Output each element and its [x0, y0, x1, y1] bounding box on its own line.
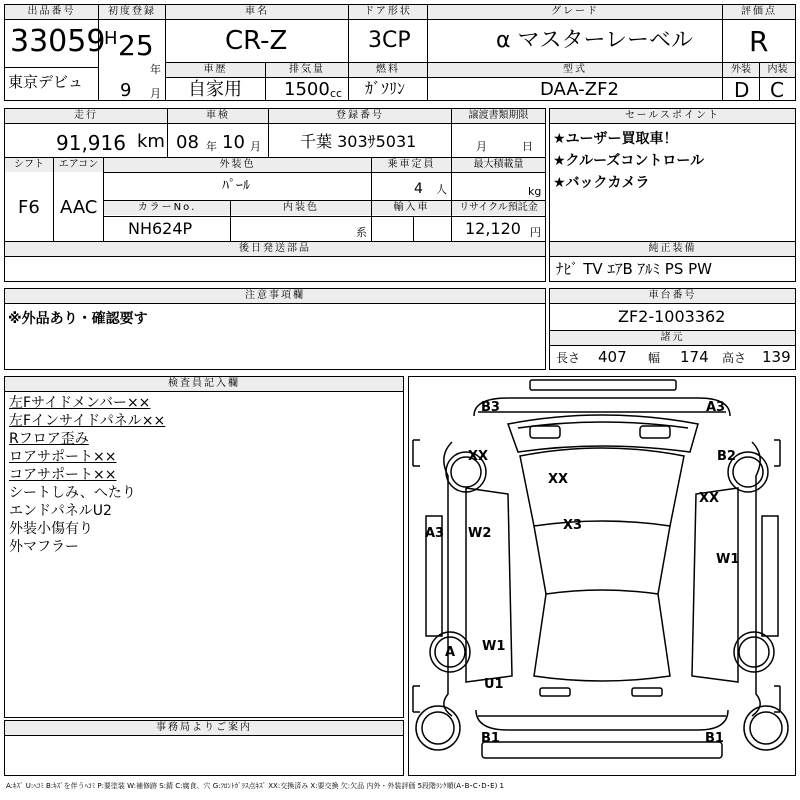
inspector-note: 外装小傷有り: [9, 521, 93, 537]
length-label: 長さ: [556, 351, 581, 365]
grade: α マスターレーベル: [496, 28, 694, 53]
car-name-header: 車名: [166, 5, 348, 19]
equipment: ﾅﾋﾞ TV ｴｱB ｱﾙﾐ PS PW: [556, 260, 712, 278]
plate-number: 千葉 303ｻ5031: [300, 132, 417, 151]
damage-label: XX: [468, 449, 489, 464]
inspection-year-unit: 年: [206, 140, 217, 153]
office-header: 事務局よりご案内: [5, 721, 403, 735]
int-color-suffix: 系: [356, 226, 367, 239]
reg-month: 9: [120, 80, 132, 101]
damage-label: W1: [482, 639, 506, 654]
car-name: CR-Z: [225, 26, 288, 56]
recycle-unit: 円: [530, 226, 541, 239]
damage-label: B1: [705, 731, 724, 746]
cc-unit: cc: [330, 87, 343, 100]
inspector-note: Rフロア歪み: [9, 431, 89, 447]
plate-header: 登録番号: [269, 109, 451, 123]
aircon: AAC: [60, 197, 98, 218]
door-header: ドア形状: [349, 5, 427, 19]
sales-points-header: セールスポイント: [550, 109, 795, 123]
color-no: NH624P: [128, 219, 193, 238]
int-color-header: 内装色: [231, 201, 371, 215]
exterior-score: D: [734, 78, 750, 102]
door-type: 3CP: [368, 28, 411, 53]
height-label: 高さ: [722, 351, 747, 365]
chassis-number: ZF2-1003362: [618, 307, 726, 326]
inspector-note: ロアサポート××: [9, 449, 117, 465]
damage-label: B2: [717, 449, 736, 464]
inspection-header: 車検: [168, 109, 268, 123]
car-outline-diagram: [408, 376, 796, 776]
damage-label: X3: [563, 518, 583, 533]
max-load-unit: kg: [528, 185, 542, 198]
damage-label: XX: [548, 472, 569, 487]
interior-score-header: 内装: [760, 63, 795, 77]
import-header: 輸入車: [372, 201, 451, 215]
capacity-unit: 人: [436, 183, 447, 196]
legend: A:ｷｽﾞ U:ﾍｺﾐ B:ｷｽﾞを伴うﾍｺﾐ P:要塗装 W:補修跡 S:錆 C:腐食、穴 G:ﾌﾛﾝﾄｶﾞﾗｽ点ｷｽﾞ XX:交換済み X:要交換 欠:欠品 内外・外装評価 5段階ﾗﾝｸ順(A･B･C･D･E) 1: [6, 782, 504, 790]
damage-label: A: [445, 645, 456, 660]
width-label: 幅: [648, 351, 661, 365]
inspection-month: 10: [222, 132, 245, 153]
ext-color: ﾊﾟｰﾙ: [222, 178, 250, 194]
damage-label: W2: [468, 526, 492, 541]
grade-header: グレード: [428, 5, 722, 19]
later-parts-header: 後日発送部品: [5, 242, 545, 256]
fuel: ｶﾞｿﾘﾝ: [365, 79, 406, 98]
exterior-score-header: 外装: [723, 63, 759, 77]
inspector-note: 外マフラー: [9, 539, 79, 555]
damage-label: U1: [484, 677, 504, 692]
lot-number: 33059: [10, 24, 106, 59]
ext-color-header: 外装色: [104, 158, 371, 172]
overall-score: R: [749, 25, 769, 58]
inspection-month-unit: 月: [250, 140, 261, 153]
displacement: 1500: [284, 79, 330, 100]
damage-label: XX: [699, 491, 720, 506]
max-load-header: 最大積載量: [452, 158, 545, 172]
year-unit: 年: [150, 63, 161, 76]
length: 407: [598, 348, 627, 366]
history-header: 車歴: [166, 63, 265, 77]
inspector-note: 左Fインサイドパネル××: [9, 413, 166, 429]
height: 139: [762, 348, 791, 366]
damage-label: A3: [425, 526, 445, 541]
dimensions-header: 諸元: [550, 331, 795, 345]
inspector-header: 検査員記入欄: [5, 377, 403, 391]
recycle-header: リサイクル預託金: [452, 201, 545, 215]
inspector-note: シートしみ、へたり: [9, 485, 136, 501]
score-header: 評価点: [723, 5, 795, 19]
inspector-note: 左Fサイドメンバー××: [9, 395, 151, 411]
mileage: 91,916: [56, 131, 126, 155]
mileage-header: 走行: [5, 109, 167, 123]
width: 174: [680, 348, 709, 366]
deadline-month: 月: [476, 140, 487, 153]
recycle-fee: 12,120: [465, 219, 521, 238]
damage-label: B1: [481, 731, 500, 746]
inspector-notes: [9, 394, 165, 556]
equipment-header: 純正装備: [550, 242, 795, 256]
notes-text: ※外品あり・確認要す: [8, 311, 148, 327]
capacity: 4: [414, 181, 423, 197]
interior-score: C: [770, 78, 784, 102]
transfer-deadline-header: 譲渡書類期限: [452, 109, 545, 123]
chassis-header: 車台番号: [550, 289, 795, 303]
sales-point-item: ★ユーザー買取車！: [553, 131, 678, 147]
era: H: [104, 28, 118, 49]
model-code-header: 型式: [428, 63, 722, 77]
color-no-header: カラーNo.: [104, 201, 230, 215]
displacement-header: 排気量: [266, 63, 348, 77]
notes-header: 注意事項欄: [5, 289, 545, 303]
deadline-day: 日: [522, 140, 533, 153]
reg-year: 25: [118, 29, 154, 62]
model-code: DAA-ZF2: [540, 79, 619, 100]
lot-no-header: 出品番号: [5, 5, 98, 19]
tokyo-debut-label: 東京デビュ: [8, 73, 84, 91]
damage-label: B3: [481, 400, 500, 415]
inspector-note: エンドパネルU2: [9, 503, 112, 519]
aircon-header: エアコン: [54, 158, 103, 172]
inspector-note: コアサポート××: [9, 467, 117, 483]
first-reg-header: 初度登録: [99, 5, 165, 19]
shift: F6: [18, 197, 40, 218]
capacity-header: 乗車定員: [372, 158, 451, 172]
inspection-year: 08: [176, 132, 199, 153]
vehicle-history: 自家用: [188, 79, 242, 100]
damage-label: W1: [716, 552, 740, 567]
sales-point-item: ★クルーズコントロール: [553, 153, 705, 169]
month-unit: 月: [150, 87, 161, 100]
shift-header: シフト: [5, 158, 53, 172]
fuel-header: 燃料: [349, 63, 427, 77]
sales-point-item: ★バックカメラ: [553, 175, 650, 191]
km-unit: km: [137, 131, 165, 152]
damage-label: A3: [706, 400, 726, 415]
